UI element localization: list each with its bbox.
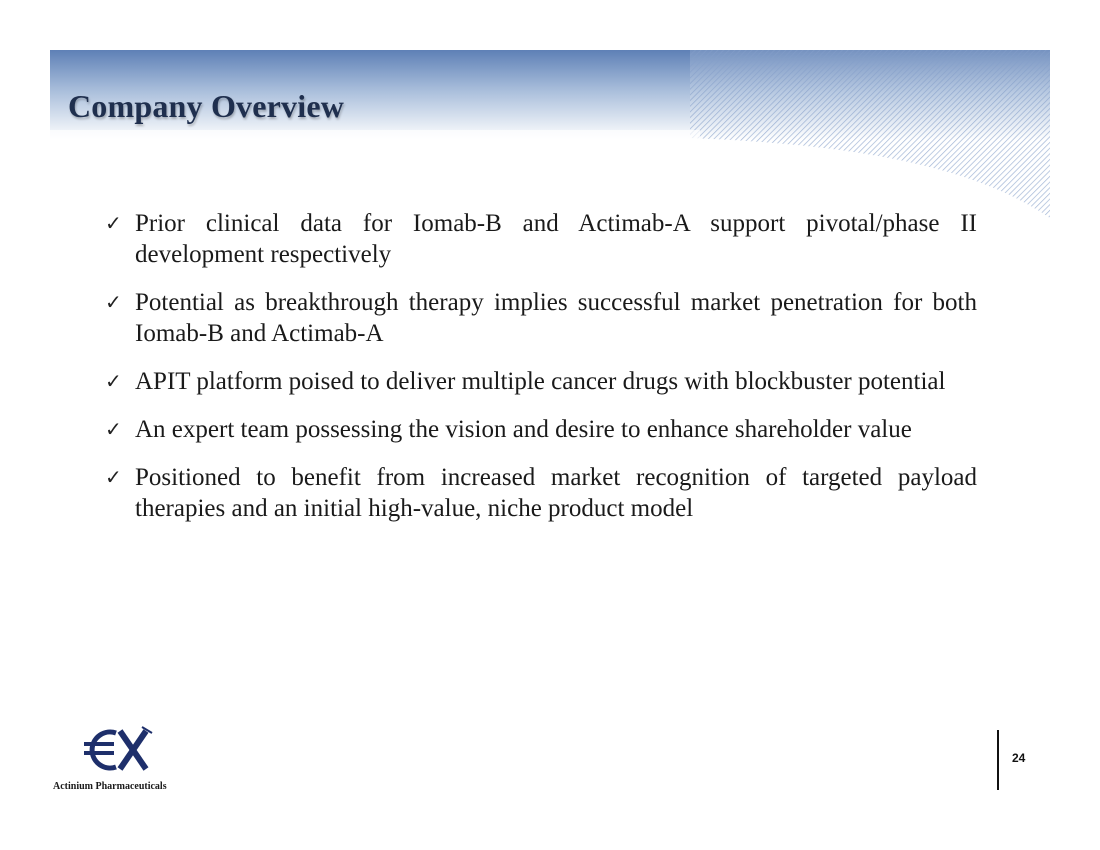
bullet-text: An expert team possessing the vision and desire to enhance shareholder value [135, 416, 912, 443]
check-mark-icon: ✓ [105, 369, 122, 393]
bullet-item [105, 287, 977, 349]
check-mark-icon: ✓ [105, 465, 122, 489]
bullet-text: Positioned to benefit from increased market recognition of targeted payload therapies and an initial high-value, niche product model [135, 464, 977, 522]
bullet-item [105, 462, 977, 524]
check-mark-icon: ✓ [105, 211, 122, 235]
check-mark-icon: ✓ [105, 290, 122, 314]
check-mark-icon: ✓ [105, 417, 122, 441]
header-banner-graphic [50, 50, 1050, 220]
bullet-item [105, 414, 977, 445]
actinium-logo-icon [82, 725, 162, 775]
bullet-list [105, 208, 977, 541]
bullet-text: Prior clinical data for Iomab-B and Actimab-A support pivotal/phase II development respectively [135, 210, 977, 268]
bullet-text: Potential as breakthrough therapy implies successful market penetration for both Iomab-B and Actimab-A [135, 289, 977, 347]
page-number-divider [997, 730, 999, 790]
page-number: 24 [1012, 751, 1026, 765]
page-title: Company Overview [68, 88, 345, 124]
bullet-item [105, 208, 977, 270]
header-banner [50, 50, 1050, 220]
bullet-text: APIT platform poised to deliver multiple cancer drugs with blockbuster potential [135, 368, 946, 395]
company-name: Actinium Pharmaceuticals [53, 781, 167, 792]
company-logo [50, 725, 200, 795]
bullet-item [105, 366, 977, 397]
